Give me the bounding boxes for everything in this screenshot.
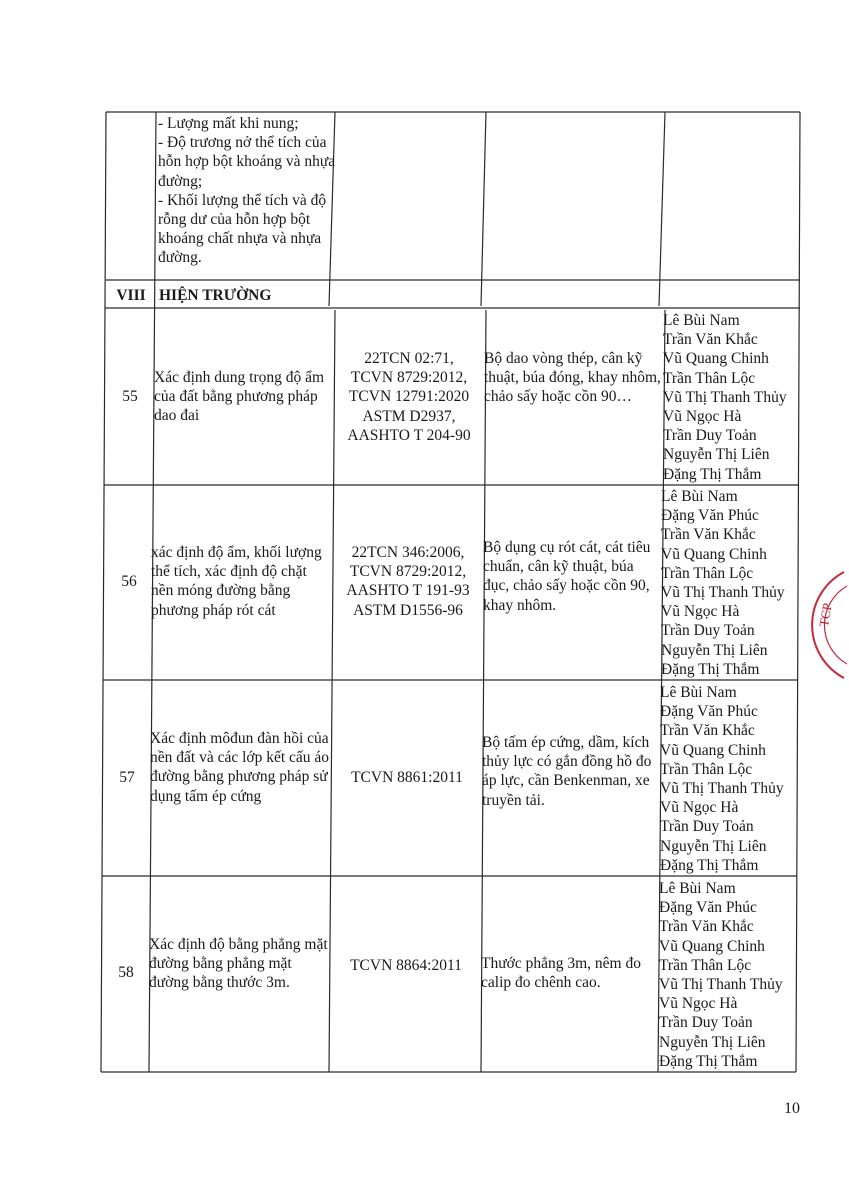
test-standards: 22TCN 02:71, TCVN 8729:2012, TCVN 12791:2020 ASTM D2937, AASHTO T 204-90: [347, 350, 471, 444]
test-name: Xác định độ bằng phẳng mặt đường bằng phẳng mặt đường bằng thước 3m.: [149, 936, 328, 992]
test-staff: Lê Bùi Nam Đặng Văn Phúc Trần Văn Khắc Vũ Quang Chinh Trần Thân Lộc Vũ Thị Thanh Thủy Vũ Ngọc Hà Trần Duy Toản Nguyễn Thị Liên Đặng Thị Thắm: [659, 880, 783, 1070]
row-number: 58: [118, 964, 134, 981]
section-title: HIỆN TRƯỜNG: [159, 287, 272, 304]
page-number: 10: [784, 1100, 800, 1117]
test-equipment: Bộ dao vòng thép, cân kỹ thuật, búa đóng, khay nhôm, chảo sấy hoặc cồn 90…: [484, 350, 661, 406]
row-number: 55: [122, 388, 138, 405]
test-standards: TCVN 8861:2011: [351, 769, 463, 786]
test-equipment: Bộ dụng cụ rót cát, cát tiêu chuẩn, cân kỹ thuật, búa đục, chảo sấy hoặc cồn 90, khay nhôm.: [483, 539, 651, 614]
test-staff: Lê Bùi Nam Trần Văn Khắc Vũ Quang Chinh Trần Thân Lộc Vũ Thị Thanh Thủy Vũ Ngọc Hà Trần Duy Toản Nguyễn Thị Liên Đặng Thị Thắm: [663, 312, 787, 483]
top-row-name: - Lượng mất khi nung; - Độ trương nở thể tích của hỗn hợp bột khoáng và nhựa đường; - Khối lượng thể tích và độ rỗng dư của hỗn hợp bột khoáng chất nhựa và nhựa đường.: [158, 115, 336, 267]
seal-stamp: [800, 570, 849, 680]
row-number: 56: [121, 573, 137, 590]
test-name: Xác định dung trọng độ ẩm của đất bằng phương pháp dao đai: [154, 369, 325, 425]
row-number: 57: [119, 769, 135, 786]
seal-stamp-text: TCP: [815, 601, 835, 628]
test-name: Xác định môđun đàn hồi của nền đất và các lớp kết cấu áo đường bằng phương pháp sử dụng tấm ép cứng: [150, 730, 330, 805]
test-name: xác định độ ẩm, khối lượng thể tích, xác định độ chặt nền móng đường bằng phương pháp rót cát: [151, 544, 322, 619]
test-equipment: Thước phẳng 3m, nêm đo calip đo chênh cao.: [481, 955, 641, 992]
test-standards: TCVN 8864:2011: [350, 957, 462, 974]
test-staff: Lê Bùi Nam Đặng Văn Phúc Trần Văn Khắc Vũ Quang Chinh Trần Thân Lộc Vũ Thị Thanh Thủy Vũ Ngọc Hà Trần Duy Toản Nguyễn Thị Liên Đặng Thị Thắm: [660, 684, 784, 874]
test-staff: Lê Bùi Nam Đặng Văn Phúc Trần Văn Khắc Vũ Quang Chinh Trần Thân Lộc Vũ Thị Thanh Thủy Vũ Ngọc Hà Trần Duy Toản Nguyễn Thị Liên Đặng Thị Thắm: [661, 488, 785, 678]
test-standards: 22TCN 346:2006, TCVN 8729:2012, AASHTO T 191-93 ASTM D1556-96: [346, 544, 470, 619]
test-equipment: Bộ tấm ép cứng, dầm, kích thủy lực có gắn đồng hồ đo áp lực, cần Benkenman, xe truyền tải.: [482, 734, 652, 809]
section-number: VIII: [116, 287, 146, 304]
